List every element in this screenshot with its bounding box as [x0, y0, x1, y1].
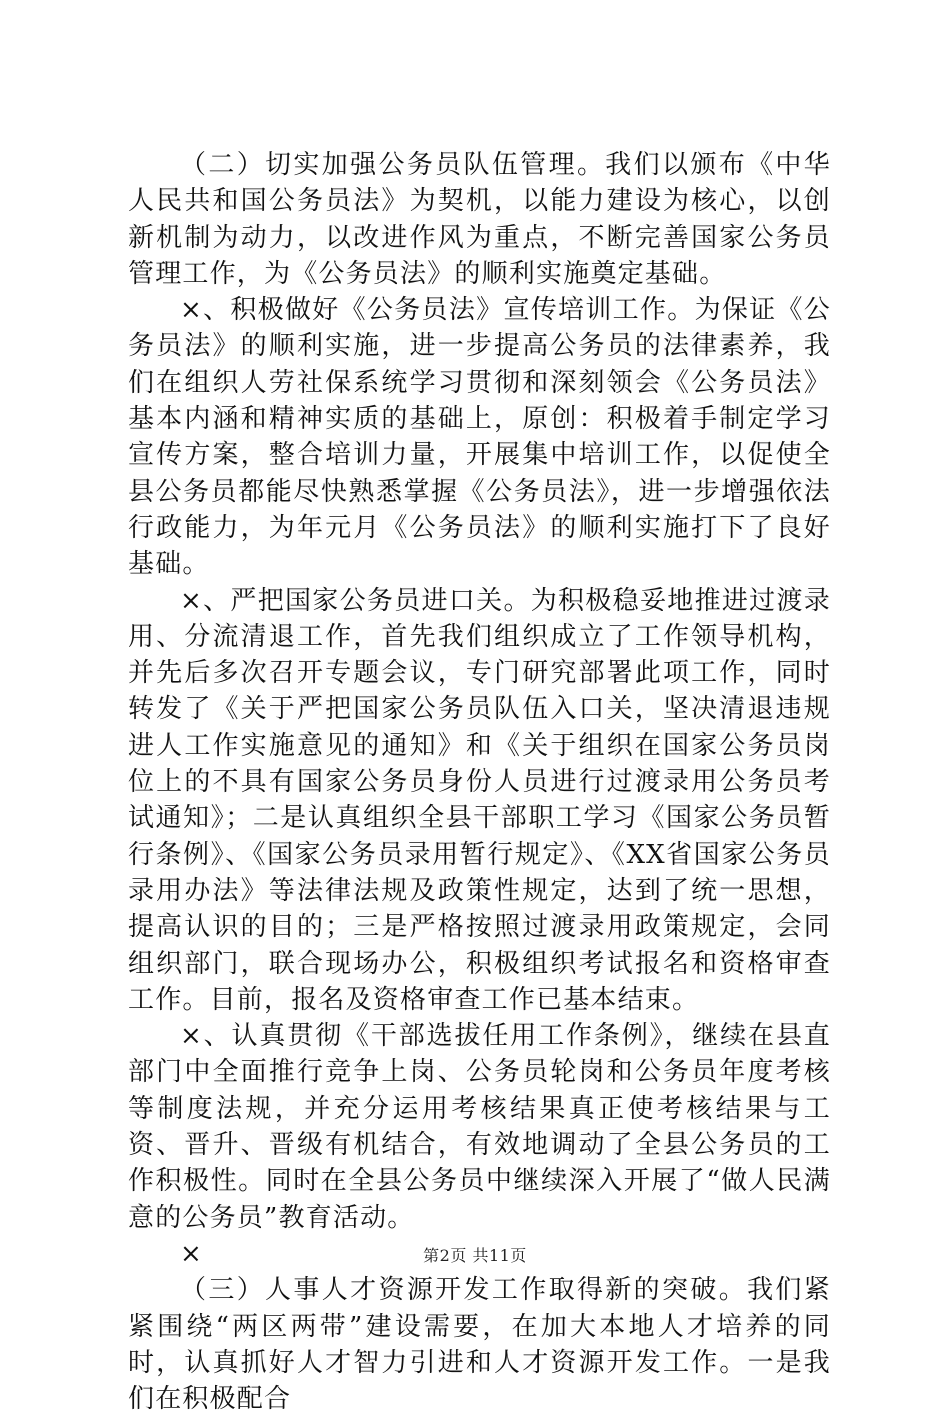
document-body	[128, 147, 831, 1417]
page-number-footer: 第2页 共11页	[423, 1246, 527, 1265]
paragraph-entry-control: ×、严把国家公务员进口关。为积极稳妥地推进过渡录用、分流清退工作，首先我们组织成立了工作领导机构，并先后多次召开专题会议，专门研究部署此项工作，同时转发了《关于严把国家公务员队伍入口关，坚决清退违规进人工作实施意见的通知》和《关于组织在国家公务员岗位上的不具有国家公务员身份人员进行过渡录用公务员考试通知》；二是认真组织全县干部职工学习《国家公务员暂行条例》、《国家公务员录用暂行规定》、《XX省国家公务员录用办法》等法律法规及政策性规定，达到了统一思想，提高认识的目的；三是严格按照过渡录用政策规定，会同组织部门，联合现场办公，积极组织考试报名和资格审查工作。目前，报名及资格审查工作已基本结束。	[128, 585, 831, 1015]
paragraph-civil-servant-management: （二）切实加强公务员队伍管理。我们以颁布《中华人民共和国公务员法》为契机，以能力建设为核心，以创新机制为动力，以改进作风为重点，不断完善国家公务员管理工作，为《公务员法》的顺利实施奠定基础。	[128, 150, 831, 289]
paragraph-talent-development: （三）人事人才资源开发工作取得新的突破。我们紧紧围绕“两区两带”建设需要，在加大本地人才培养的同时，认真抓好人才智力引进和人才资源开发工作。一是我们在积极配合	[128, 1275, 831, 1415]
paragraph-placeholder-mark: ×	[180, 1238, 203, 1269]
paragraph-publicity-training: ×、积极做好《公务员法》宣传培训工作。为保证《公务员法》的顺利实施，进一步提高公务员的法律素养，我们在组织人劳社保系统学习贯彻和深刻领会《公务员法》基本内涵和精神实质的基础上，原创：积极着手制定学习宣传方案，整合培训力量，开展集中培训工作，以促使全县公务员都能尽快熟悉掌握《公务员法》，进一步增强依法行政能力，为年元月《公务员法》的顺利实施打下了良好基础。	[128, 295, 831, 580]
paragraph-selection-regulations: ×、认真贯彻《干部选拔任用工作条例》，继续在县直部门中全面推行竞争上岗、公务员轮岗和公务员年度考核等制度法规，并充分运用考核结果真正使考核结果与工资、晋升、晋级有机结合，有效地调动了全县公务员的工作积极性。同时在全县公务员中继续深入开展了“做人民满意的公务员”教育活动。	[128, 1021, 831, 1233]
